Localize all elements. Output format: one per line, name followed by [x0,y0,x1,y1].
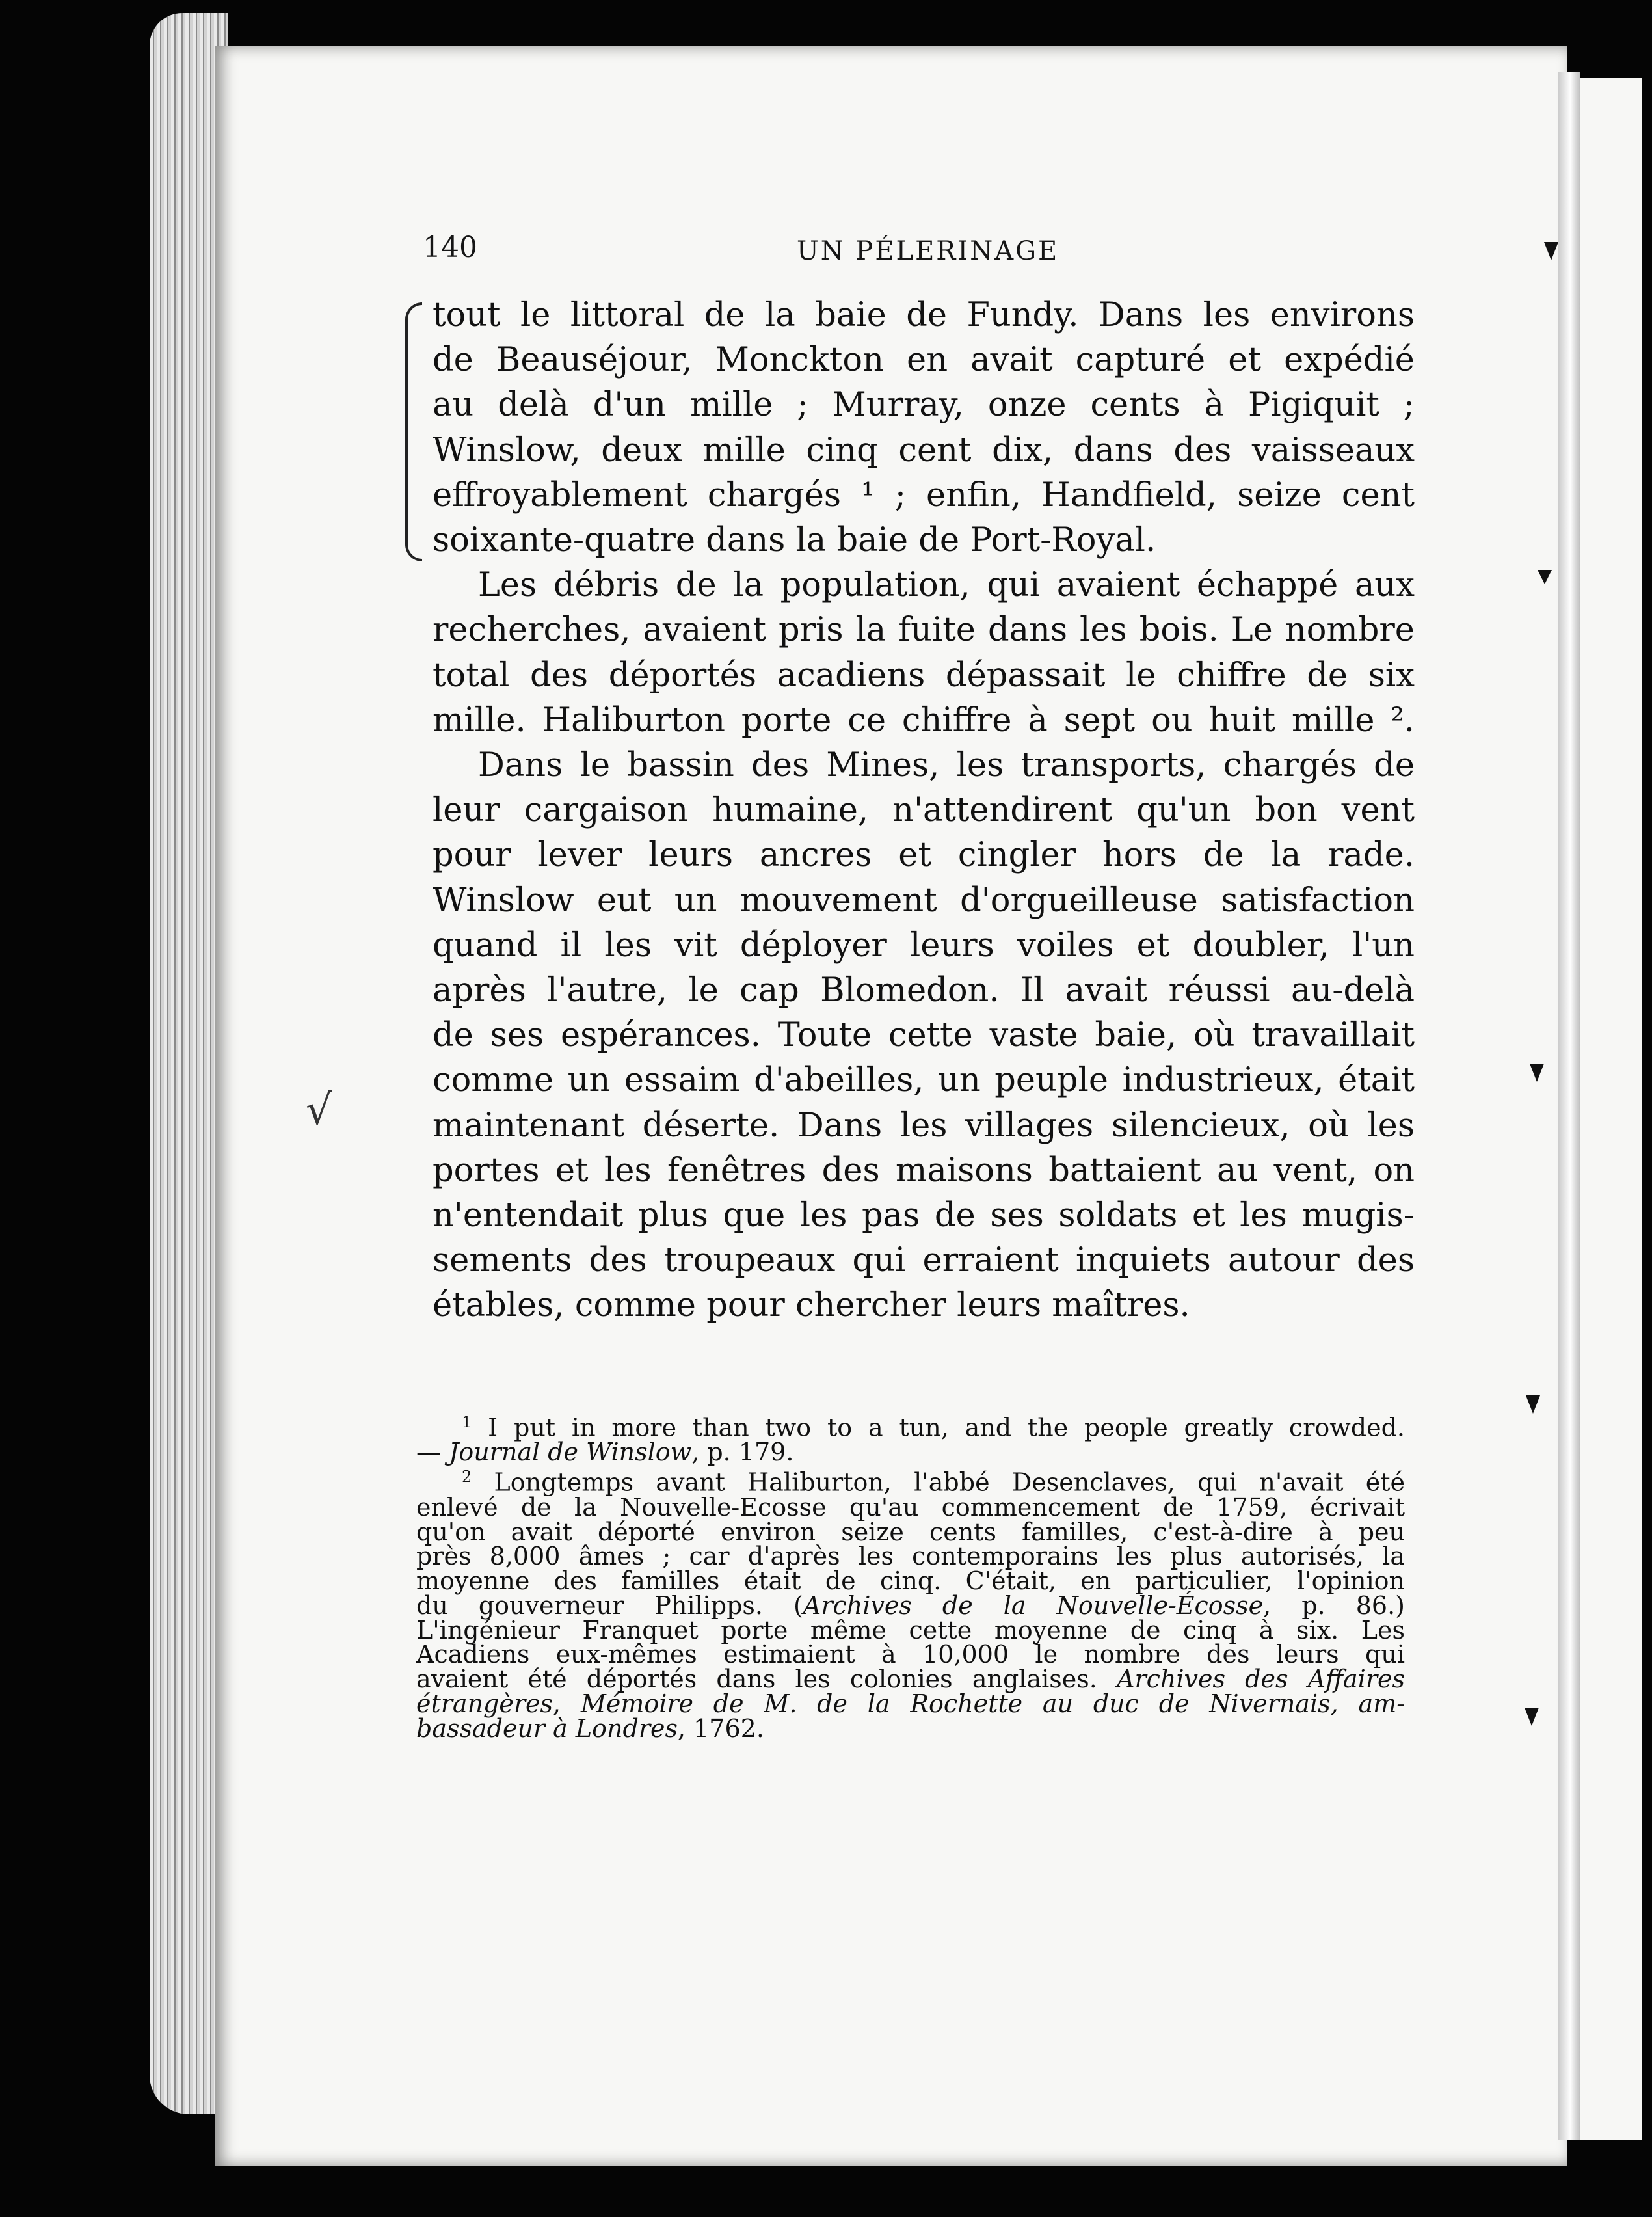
text-line: tout le littoral de la baie de Fundy. Dans les environs [433,296,1415,334]
text-line: total des déportés acadiens dépassait le chiffre de six [433,656,1415,695]
margin-check-mark: √ [306,1086,332,1135]
footnote-citation: Archives de la Nouvelle-Écosse [803,1591,1264,1620]
text-line: de Beauséjour, Monckton en avait capturé et expédié [433,341,1415,380]
text-line: Winslow eut un mouvement d'orgueilleuse satisfaction [433,881,1415,920]
footnote-2-line: qu'on avait déporté environ seize cents familles, c'est-à-dire à peu [416,1517,1405,1546]
page-edge-mark [1544,242,1558,260]
footnote-marker: 1 [462,1413,472,1431]
footnote-2-line [416,1667,1405,1692]
main-text [433,293,1415,1328]
page-edge-mark [1538,570,1552,584]
page-edge-mark [1530,1064,1544,1082]
text-line: quand il les vit déployer leurs voiles et doubler, l'un [433,926,1415,965]
footnote-citation: Mémoire de M. de la Rochette au duc de Nivernais, am- [580,1689,1405,1719]
text-line: après l'autre, le cap Blomedon. Il avait réussi au-delà [433,971,1415,1010]
footnote-text: , p. 179. [691,1438,794,1467]
footnote-text: , 1762. [677,1713,764,1743]
facing-page-edge [1580,78,1642,2140]
footnote-2-line: enlevé de la Nouvelle-Ecosse qu'au commencement de 1759, écrivait [416,1492,1405,1522]
running-title: UN PÉLERINAGE [797,236,1059,266]
text-line: Winslow, deux mille cinq cent dix, dans des vaisseaux [433,431,1415,470]
text-line: portes et les fenêtres des maisons battaient au vent, on [433,1151,1415,1190]
footnote-citation: Archives des Affaires [1117,1665,1405,1694]
footnote-text: — [416,1438,449,1467]
footnote-2-line [416,1465,1405,1495]
text-line: sements des troupeaux qui erraient inquiets autour des [433,1241,1415,1280]
footnote-2-line [416,1591,1405,1620]
text-line: de ses espérances. Toute cette vaste baie, où travaillait [433,1016,1415,1055]
footnote-2-line: moyenne des familles était de cinq. C'était, en particulier, l'opinion [416,1566,1405,1596]
page-edge-mark [1526,1395,1540,1414]
footnote-2-line [416,1713,1405,1743]
footnote-text: Longtemps avant Haliburton, l'abbé Desenclaves, qui n'avait été [494,1468,1405,1497]
footnote-1-line [416,1440,1405,1465]
text-line: leur cargaison humaine, n'attendirent qu'un bon vent [433,791,1415,830]
book-gutter [1558,72,1580,2140]
footnote-text: du gouverneur Philipps. ( [416,1591,803,1620]
footnote-citation: étrangères [416,1689,553,1719]
page-number: 140 [423,231,477,264]
footnote-text: I put in more than two to a tun, and the people greatly crowded. [488,1413,1405,1442]
footnote-citation: bassadeur à Londres [416,1713,678,1743]
footnotes [416,1410,1405,1741]
text-line: Dans le bassin des Mines, les transports, chargés de [478,746,1415,785]
text-line: effroyablement chargés ¹ ; enfin, Handfield, seize cent [433,476,1415,515]
text-line: maintenant déserte. Dans les villages silencieux, où les [433,1106,1415,1145]
footnote-citation: Journal de Winslow [449,1438,692,1467]
text-line: soixante-quatre dans la baie de Port-Royal. [433,521,1156,560]
footnote-2-line: L'ingénieur Franquet porte même cette moyenne de cinq à six. Les [416,1615,1405,1645]
text-line: pour lever leurs ancres et cingler hors de la rade. [433,836,1415,875]
text-line: mille. Haliburton porte ce chiffre à sept ou huit mille ². [433,701,1415,740]
footnote-2-line: près 8,000 âmes ; car d'après les contemporains les plus autorisés, la [416,1542,1405,1571]
text-line: recherches, avaient pris la fuite dans les bois. Le nombre [433,611,1415,650]
footnote-text: , p. 86.) [1263,1591,1405,1620]
text-line: n'entendait plus que les pas de ses soldats et les mugis- [433,1196,1415,1235]
footnote-text: avaient été déportés dans les colonies anglaises. [416,1665,1117,1694]
footnote-1-line [416,1410,1405,1440]
footnote-2-line: Acadiens eux-mêmes estimaient à 10,000 le nombre des leurs qui [416,1640,1405,1669]
margin-bracket [405,302,422,561]
page-header [423,231,1418,276]
footnote-marker: 2 [462,1468,472,1486]
text-line: comme un essaim d'abeilles, un peuple industrieux, était [433,1061,1415,1100]
text-line: Les débris de la population, qui avaient échappé aux [478,566,1415,605]
footnote-text: , [553,1689,581,1719]
page-edge-mark [1525,1708,1539,1726]
footnote-2-line [416,1689,1405,1719]
text-line: au delà d'un mille ; Murray, onze cents à Pigiquit ; [433,386,1415,425]
text-line: étables, comme pour chercher leurs maîtres. [433,1286,1190,1325]
